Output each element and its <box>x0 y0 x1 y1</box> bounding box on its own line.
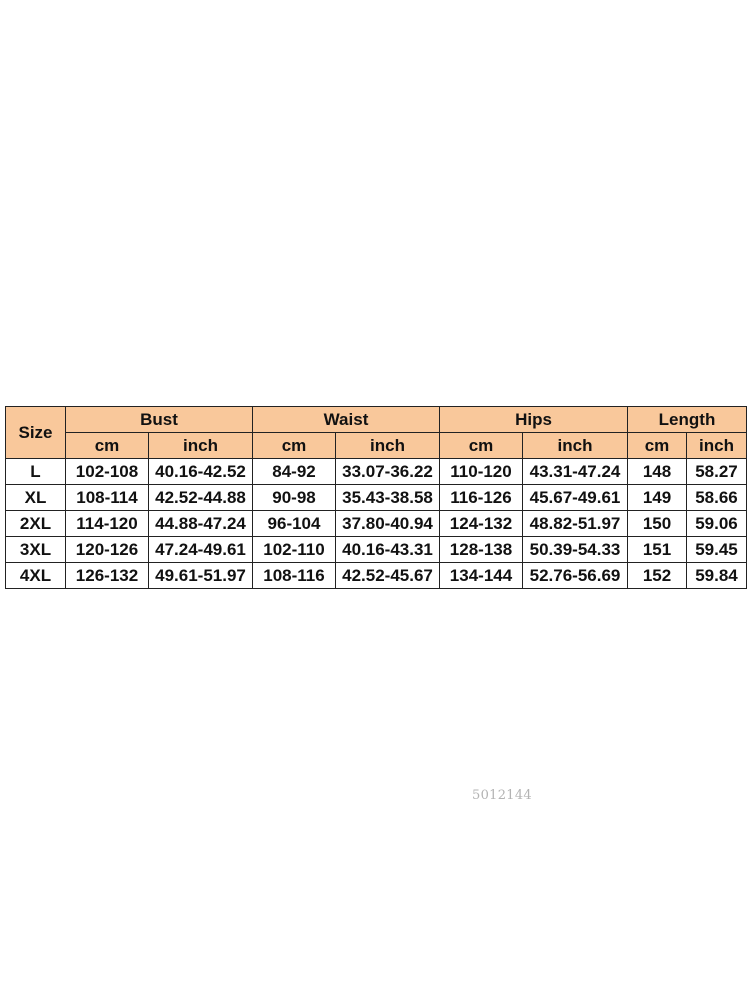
table-row <box>6 537 747 563</box>
length-cm-cell: 151 <box>628 537 687 563</box>
length-cm-cell: 152 <box>628 563 687 589</box>
waist-inch-cell: 42.52-45.67 <box>336 563 440 589</box>
hips-inch-cell: 45.67-49.61 <box>523 485 628 511</box>
bust-cm-cell: 114-120 <box>66 511 149 537</box>
table-row <box>6 511 747 537</box>
length-cm-cell: 150 <box>628 511 687 537</box>
hips-inch-cell: 43.31-47.24 <box>523 459 628 485</box>
bust-cm-cell: 126-132 <box>66 563 149 589</box>
waist-cm-cell: 90-98 <box>253 485 336 511</box>
length-inch-cell: 59.06 <box>687 511 747 537</box>
size-header: Size <box>6 407 66 459</box>
hips-inch-cell: 48.82-51.97 <box>523 511 628 537</box>
bust-inch-cell: 47.24-49.61 <box>149 537 253 563</box>
bust-inch-cell: 42.52-44.88 <box>149 485 253 511</box>
waist-inch-cell: 35.43-38.58 <box>336 485 440 511</box>
bust-inch-cell: 49.61-51.97 <box>149 563 253 589</box>
bust-cm-header: cm <box>66 433 149 459</box>
length-inch-cell: 59.45 <box>687 537 747 563</box>
length-inch-cell: 58.66 <box>687 485 747 511</box>
table-row <box>6 563 747 589</box>
waist-inch-cell: 40.16-43.31 <box>336 537 440 563</box>
waist-inch-header: inch <box>336 433 440 459</box>
waist-inch-cell: 37.80-40.94 <box>336 511 440 537</box>
waist-header: Waist <box>253 407 440 433</box>
waist-inch-cell: 33.07-36.22 <box>336 459 440 485</box>
hips-inch-cell: 52.76-56.69 <box>523 563 628 589</box>
hips-header: Hips <box>440 407 628 433</box>
waist-cm-header: cm <box>253 433 336 459</box>
length-header: Length <box>628 407 747 433</box>
group-header-row <box>6 407 747 433</box>
hips-inch-cell: 50.39-54.33 <box>523 537 628 563</box>
size-cell: L <box>6 459 66 485</box>
bust-cm-cell: 120-126 <box>66 537 149 563</box>
watermark-text: 5012144 <box>472 788 532 803</box>
hips-cm-cell: 110-120 <box>440 459 523 485</box>
unit-header-row <box>6 433 747 459</box>
size-cell: XL <box>6 485 66 511</box>
size-cell: 2XL <box>6 511 66 537</box>
size-cell: 3XL <box>6 537 66 563</box>
waist-cm-cell: 96-104 <box>253 511 336 537</box>
length-inch-cell: 59.84 <box>687 563 747 589</box>
length-inch-cell: 58.27 <box>687 459 747 485</box>
length-cm-cell: 149 <box>628 485 687 511</box>
waist-cm-cell: 108-116 <box>253 563 336 589</box>
size-chart-table <box>5 406 747 589</box>
hips-inch-header: inch <box>523 433 628 459</box>
size-cell: 4XL <box>6 563 66 589</box>
hips-cm-cell: 116-126 <box>440 485 523 511</box>
waist-cm-cell: 84-92 <box>253 459 336 485</box>
table-row <box>6 485 747 511</box>
hips-cm-cell: 134-144 <box>440 563 523 589</box>
table-row <box>6 459 747 485</box>
length-cm-header: cm <box>628 433 687 459</box>
bust-header: Bust <box>66 407 253 433</box>
waist-cm-cell: 102-110 <box>253 537 336 563</box>
hips-cm-cell: 124-132 <box>440 511 523 537</box>
bust-cm-cell: 108-114 <box>66 485 149 511</box>
length-cm-cell: 148 <box>628 459 687 485</box>
hips-cm-cell: 128-138 <box>440 537 523 563</box>
hips-cm-header: cm <box>440 433 523 459</box>
bust-cm-cell: 102-108 <box>66 459 149 485</box>
bust-inch-header: inch <box>149 433 253 459</box>
bust-inch-cell: 44.88-47.24 <box>149 511 253 537</box>
length-inch-header: inch <box>687 433 747 459</box>
bust-inch-cell: 40.16-42.52 <box>149 459 253 485</box>
